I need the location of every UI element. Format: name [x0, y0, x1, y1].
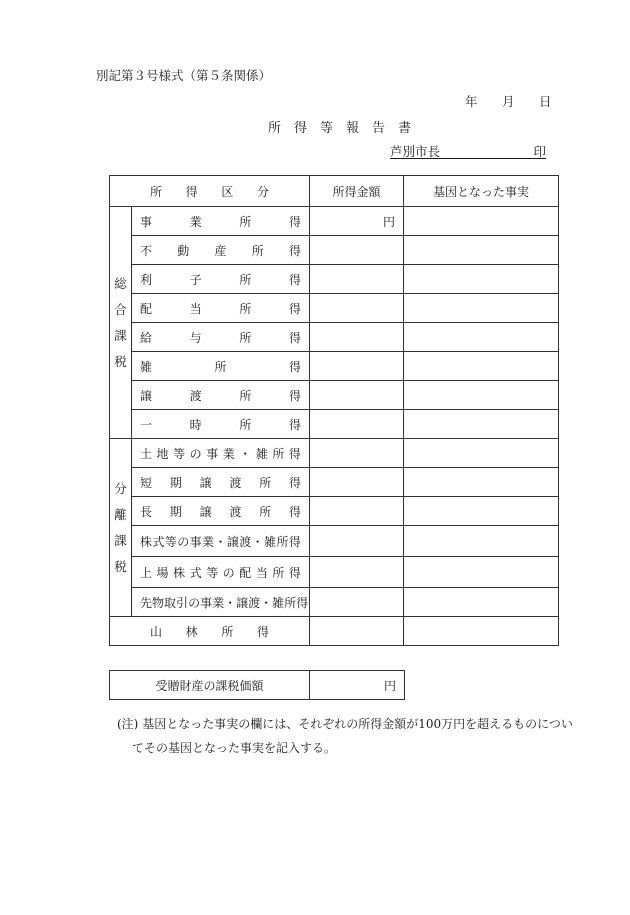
- income-type-char: ・: [214, 534, 227, 549]
- basis-cell[interactable]: [404, 617, 559, 646]
- income-type-char: 所: [214, 359, 227, 374]
- income-type-char: 期: [169, 504, 182, 519]
- basis-cell[interactable]: [404, 323, 559, 352]
- group-label-char: 課: [114, 327, 127, 343]
- seal-mark: 印: [533, 144, 546, 159]
- table-row: [110, 526, 559, 557]
- income-type-char: 与: [189, 330, 202, 345]
- income-type-char: 事: [200, 595, 213, 610]
- income-type-label: [132, 242, 309, 259]
- table-row: [110, 588, 559, 617]
- income-type-char: 場: [156, 565, 169, 580]
- group-label: [110, 271, 131, 375]
- income-type-char: 株: [173, 565, 186, 580]
- income-type-char: 短: [140, 475, 153, 490]
- income-type-cell: [132, 410, 310, 439]
- income-type-char: 譲: [140, 388, 153, 403]
- table-row: [110, 497, 559, 526]
- income-type-char: 得: [288, 565, 301, 580]
- group-label-char: 合: [114, 301, 127, 317]
- group-label-char: 分: [114, 480, 127, 496]
- income-type-char: の: [188, 595, 201, 610]
- date-day-label: 日: [539, 94, 552, 109]
- income-type-label: [132, 445, 309, 462]
- income-type-char: 事: [206, 446, 219, 461]
- header-basis: 基因となった事実: [404, 176, 559, 207]
- income-type-char: 雑: [272, 595, 285, 610]
- income-type-char: 譲: [236, 595, 249, 610]
- amount-cell[interactable]: [310, 410, 404, 439]
- group-label-char: 課: [114, 532, 127, 548]
- forest-income-char: 山: [150, 624, 163, 639]
- income-type-cell: [132, 497, 310, 526]
- basis-cell[interactable]: [404, 265, 559, 294]
- income-type-char: 給: [140, 330, 153, 345]
- table-row: [110, 265, 559, 294]
- amount-cell[interactable]: [310, 323, 404, 352]
- income-type-char: 動: [177, 243, 190, 258]
- date-month-label: 月: [502, 94, 515, 109]
- amount-cell[interactable]: [310, 236, 404, 265]
- header-amount: 所得金額: [310, 176, 404, 207]
- income-type-char: 業: [222, 446, 235, 461]
- income-type-char: 配: [140, 301, 153, 316]
- income-type-char: 利: [140, 272, 153, 287]
- header-category-char: 得: [185, 184, 198, 199]
- income-type-char: 所: [272, 446, 285, 461]
- header-category-char: 区: [221, 184, 234, 199]
- income-type-char: 得: [288, 301, 301, 316]
- amount-cell[interactable]: [310, 265, 404, 294]
- table-row: [110, 323, 559, 352]
- income-type-cell: [132, 294, 310, 323]
- amount-cell[interactable]: [310, 497, 404, 526]
- income-type-char: の: [189, 446, 202, 461]
- basis-cell[interactable]: [404, 468, 559, 497]
- income-type-label: [132, 300, 309, 317]
- forest-income-cell: [110, 617, 310, 646]
- amount-cell[interactable]: 円: [310, 207, 404, 236]
- table-row: [110, 617, 559, 646]
- income-type-char: 上: [140, 565, 153, 580]
- income-type-char: ・: [260, 595, 273, 610]
- income-type-char: ・: [224, 595, 237, 610]
- income-type-char: 期: [169, 475, 182, 490]
- income-type-char: 業: [202, 534, 215, 549]
- income-type-label: [132, 358, 309, 375]
- income-type-char: 渡: [189, 388, 202, 403]
- income-type-char: 式: [152, 534, 165, 549]
- table-row: [110, 236, 559, 265]
- income-type-char: 物: [152, 595, 165, 610]
- income-type-char: 産: [214, 243, 227, 258]
- basis-cell[interactable]: [404, 588, 559, 617]
- basis-cell[interactable]: [404, 294, 559, 323]
- income-type-char: 渡: [229, 504, 242, 519]
- income-type-char: 式: [189, 565, 202, 580]
- income-type-char: の: [222, 565, 235, 580]
- gift-tax-amount-cell[interactable]: 円: [310, 671, 405, 700]
- income-type-char: 得: [288, 359, 301, 374]
- income-type-char: 得: [288, 388, 301, 403]
- income-type-char: 得: [288, 475, 301, 490]
- income-type-char: 得: [288, 330, 301, 345]
- income-type-cell: [132, 526, 310, 557]
- table-row: [110, 381, 559, 410]
- footnote: [117, 712, 587, 760]
- amount-cell[interactable]: [310, 294, 404, 323]
- basis-cell[interactable]: [404, 526, 559, 557]
- amount-cell[interactable]: [310, 588, 404, 617]
- table-row: [110, 294, 559, 323]
- income-type-char: 先: [140, 595, 153, 610]
- income-type-char: 雑: [264, 534, 277, 549]
- amount-cell[interactable]: [310, 439, 404, 468]
- income-type-label: [132, 329, 309, 346]
- amount-cell[interactable]: [310, 381, 404, 410]
- footnote-line1: 基因となった事実の欄には、それぞれの所得金額が100万円を超えるものについ: [142, 717, 573, 731]
- income-type-char: 得: [296, 595, 309, 610]
- income-type-char: 雑: [140, 359, 153, 374]
- forest-income-char: 得: [256, 624, 269, 639]
- group-label-char: 総: [114, 275, 127, 291]
- income-type-label: [132, 387, 309, 404]
- income-type-label: [132, 594, 309, 611]
- income-type-label: [132, 564, 309, 581]
- income-type-cell: [132, 557, 310, 588]
- gift-tax-table: [109, 670, 405, 700]
- income-type-label: [132, 503, 309, 520]
- income-type-char: ・: [251, 534, 264, 549]
- income-type-label: [132, 271, 309, 288]
- footnote-prefix: (注): [117, 717, 139, 731]
- income-type-char: 所: [239, 330, 252, 345]
- income-type-char: 所: [251, 243, 264, 258]
- group-label-char: 離: [114, 506, 127, 522]
- income-type-char: 等: [164, 534, 177, 549]
- income-type-label: [132, 416, 309, 433]
- amount-cell[interactable]: [310, 617, 404, 646]
- income-type-char: 所: [259, 475, 272, 490]
- income-type-char: 所: [239, 417, 252, 432]
- basis-cell[interactable]: [404, 410, 559, 439]
- document-title: 所得等報告書: [268, 121, 425, 136]
- income-type-cell: [132, 265, 310, 294]
- income-type-char: 得: [288, 243, 301, 258]
- forest-income-char: 所: [221, 624, 234, 639]
- income-type-char: 渡: [229, 475, 242, 490]
- table-row: [110, 410, 559, 439]
- amount-cell[interactable]: [310, 557, 404, 588]
- income-type-cell: [132, 207, 310, 236]
- income-type-label: [132, 213, 309, 230]
- basis-cell[interactable]: [404, 497, 559, 526]
- income-type-char: 長: [140, 504, 153, 519]
- income-type-char: 土: [140, 446, 153, 461]
- income-type-char: 得: [288, 446, 301, 461]
- forest-income-label: [110, 623, 309, 640]
- income-type-char: 不: [140, 243, 153, 258]
- income-type-char: 譲: [199, 475, 212, 490]
- income-type-char: 雑: [255, 446, 268, 461]
- amount-cell[interactable]: [310, 352, 404, 381]
- table-row: [110, 439, 559, 468]
- income-type-cell: [132, 468, 310, 497]
- income-type-char: 業: [212, 595, 225, 610]
- forest-income-char: 林: [185, 624, 198, 639]
- header-category-char: 分: [256, 184, 269, 199]
- gift-tax-label: 受贈財産の課税価額: [110, 671, 310, 700]
- income-type-cell: [132, 236, 310, 265]
- income-type-char: 所: [272, 565, 285, 580]
- group-label-cell: [110, 439, 132, 617]
- income-type-char: 譲: [226, 534, 239, 549]
- income-type-char: 等: [173, 446, 186, 461]
- income-type-char: 等: [206, 565, 219, 580]
- income-type-char: 事: [140, 214, 153, 229]
- income-type-char: ・: [239, 446, 252, 461]
- income-type-char: 配: [239, 565, 252, 580]
- group-label-cell: [110, 207, 132, 439]
- income-type-char: 一: [140, 417, 153, 432]
- income-type-char: 得: [288, 214, 301, 229]
- group-label: [110, 476, 131, 580]
- header-category-char: 所: [150, 184, 163, 199]
- form-number-label: 別記第３号様式（第５条関係）: [96, 68, 272, 83]
- income-type-char: 得: [288, 534, 301, 549]
- income-type-char: 業: [189, 214, 202, 229]
- income-type-char: 引: [176, 595, 189, 610]
- group-label-char: 税: [114, 353, 127, 369]
- income-type-char: 得: [288, 504, 301, 519]
- income-type-char: 株: [140, 534, 153, 549]
- date-year-label: 年: [465, 94, 478, 109]
- addressee-name: 芦別市長: [390, 144, 441, 159]
- header-category: [110, 176, 310, 207]
- addressee-line: [390, 142, 546, 159]
- income-type-char: 所: [239, 388, 252, 403]
- income-type-char: 地: [156, 446, 169, 461]
- income-type-label: [132, 533, 309, 550]
- basis-cell[interactable]: [404, 557, 559, 588]
- income-type-char: 渡: [248, 595, 261, 610]
- income-type-char: 所: [239, 272, 252, 287]
- income-type-char: 所: [239, 214, 252, 229]
- income-type-char: 当: [255, 565, 268, 580]
- footnote-line2: てその基因となった事実を記入する。: [132, 741, 337, 755]
- income-type-char: 時: [189, 417, 202, 432]
- income-type-cell: [132, 588, 310, 617]
- income-type-cell: [132, 439, 310, 468]
- table-row: [110, 352, 559, 381]
- amount-cell[interactable]: [310, 468, 404, 497]
- income-type-char: 所: [239, 301, 252, 316]
- group-label-char: 税: [114, 558, 127, 574]
- income-type-char: 得: [288, 417, 301, 432]
- income-type-cell: [132, 381, 310, 410]
- income-type-label: [132, 474, 309, 491]
- income-type-char: 所: [259, 504, 272, 519]
- income-type-char: 子: [189, 272, 202, 287]
- income-type-char: の: [177, 534, 190, 549]
- income-type-cell: [132, 352, 310, 381]
- basis-cell[interactable]: [404, 381, 559, 410]
- table-row: [110, 557, 559, 588]
- income-type-char: 渡: [239, 534, 252, 549]
- income-type-char: 所: [276, 534, 289, 549]
- income-type-char: 所: [284, 595, 297, 610]
- income-type-cell: [132, 323, 310, 352]
- basis-cell[interactable]: [404, 352, 559, 381]
- income-type-char: 事: [189, 534, 202, 549]
- table-row: [110, 468, 559, 497]
- basis-cell[interactable]: [404, 207, 559, 236]
- table-row: [110, 207, 559, 236]
- income-type-char: 譲: [199, 504, 212, 519]
- amount-cell[interactable]: [310, 526, 404, 557]
- income-type-char: 取: [164, 595, 177, 610]
- basis-cell[interactable]: [404, 236, 559, 265]
- income-type-char: 得: [288, 272, 301, 287]
- income-report-table: [109, 175, 559, 646]
- basis-cell[interactable]: [404, 439, 559, 468]
- header-category-text: [110, 183, 309, 200]
- income-type-char: 当: [189, 301, 202, 316]
